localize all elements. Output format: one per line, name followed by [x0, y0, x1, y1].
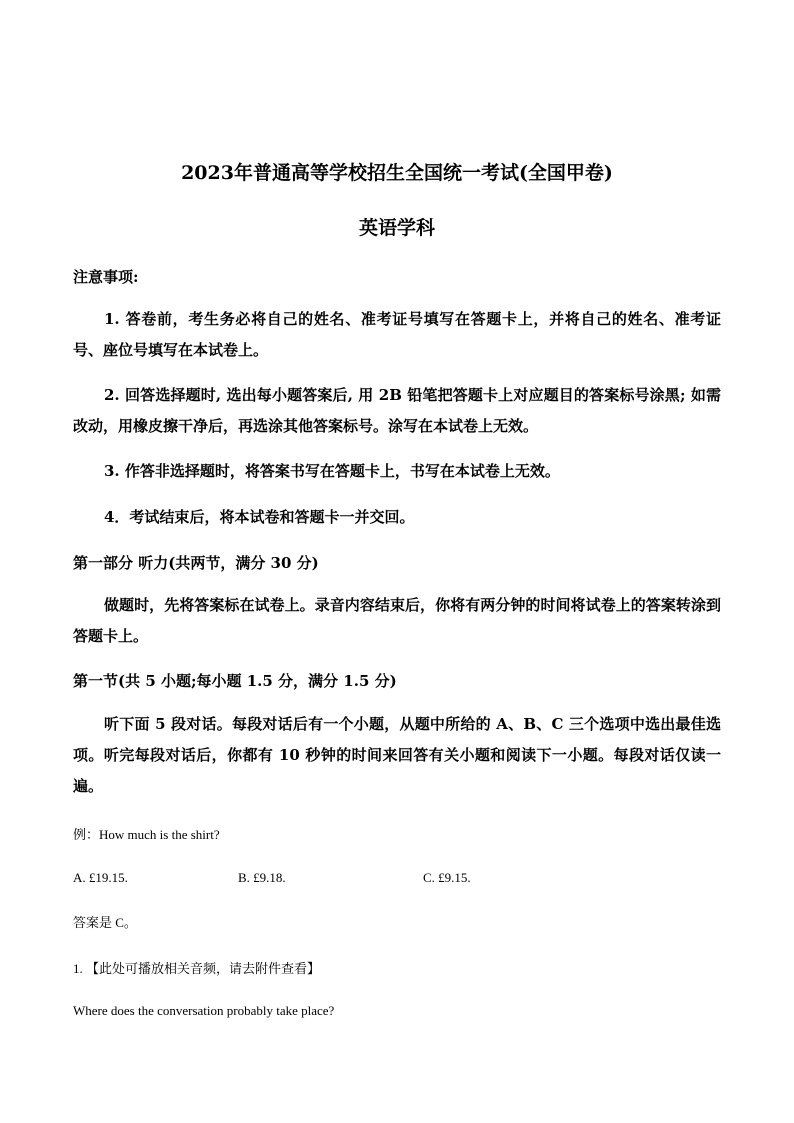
page-title: 2023年普通高等学校招生全国统一考试(全国甲卷): [181, 162, 613, 184]
example-answer: 答案是 C。: [73, 915, 137, 930]
question-1-audio-note: 1. 【此处可播放相关音频，请去附件查看】: [73, 961, 321, 976]
section1-heading: 第一节(共 5 小题;每小题 1.5 分，满分 1.5 分): [73, 672, 397, 690]
example-question: 例：How much is the shirt?: [73, 827, 220, 842]
example-option-c: C. £9.15.: [423, 870, 471, 885]
notice-item-4: 4．考试结束后，将本试卷和答题卡一并交回。: [104, 508, 415, 526]
notice-item-1: 1. 答卷前，考生务必将自己的姓名、准考证号填写在答题卡上，并将自己的姓名、准考证号、座位号填写在本试卷上。: [73, 310, 721, 359]
part1-intro: 做题时，先将答案标在试卷上。录音内容结束后，你将有两分钟的时间将试卷上的答案转涂到答题卡上。: [73, 596, 721, 645]
subject-title: 英语学科: [358, 217, 435, 239]
part1-heading: 第一部分 听力(共两节，满分 30 分): [73, 554, 319, 572]
section1-intro: 听下面 5 段对话。每段对话后有一个小题，从题中所给的 A、B、C 三个选项中选出最佳选项。听完每段对话后，你都有 10 秒钟的时间来回答有关小题和阅读下一小题。每段对话仅读一遍。: [73, 715, 721, 795]
example-option-b: B. £9.18.: [238, 870, 286, 885]
notice-item-2: 2. 回答选择题时, 选出每小题答案后, 用 2B 铅笔把答题卡上对应题目的答案标号涂黑; 如需改动，用橡皮擦干净后，再选涂其他答案标号。涂写在本试卷上无效。: [73, 386, 721, 435]
notice-item-3: 3. 作答非选择题时，将答案书写在答题卡上，书写在本试卷上无效。: [104, 462, 560, 480]
notice-heading: 注意事项:: [73, 268, 139, 286]
question-1-text: Where does the conversation probably take place?: [73, 1003, 335, 1018]
example-option-a: A. £19.15.: [73, 870, 128, 885]
